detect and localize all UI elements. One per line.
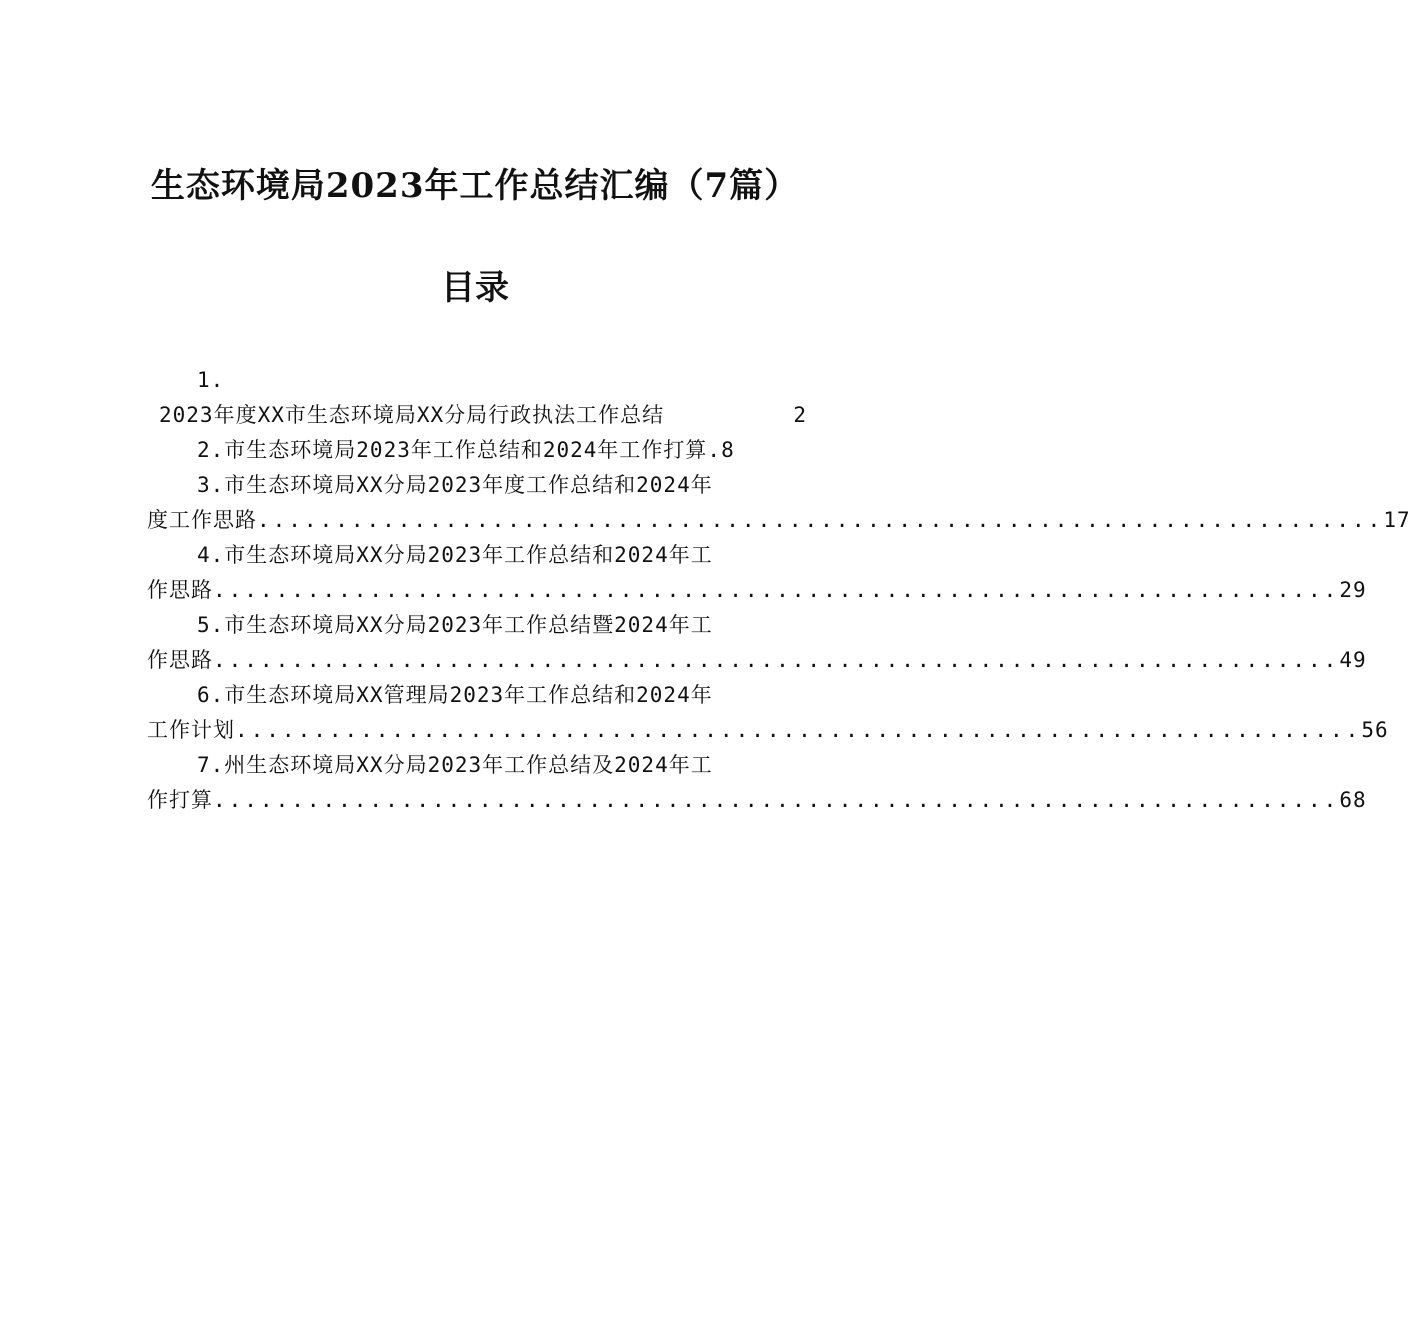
toc-entry-5-line1[interactable] xyxy=(147,608,807,643)
toc-entry-4-line1[interactable] xyxy=(147,538,807,573)
toc-entry-page: 2 xyxy=(793,403,807,427)
toc-entry-4-line2[interactable] xyxy=(147,573,1367,608)
toc-entry-text: 2.市生态环境局2023年工作总结和2024年工作打算. xyxy=(197,438,722,462)
toc-entry-page: 17 xyxy=(1383,508,1411,532)
toc-entry-text: 2023年度XX市生态环境局XX分局行政执法工作总结 xyxy=(159,403,665,427)
toc-entry-number: 1. xyxy=(197,368,225,392)
toc-heading: 目录 xyxy=(441,268,509,308)
toc-entry-text-continued: 工作计划 xyxy=(147,718,235,742)
toc-leader-dots: ........................................................................ xyxy=(213,788,1340,812)
toc-entry-text: 3.市生态环境局XX分局2023年度工作总结和2024年 xyxy=(197,473,713,497)
toc-entry-text: 5.市生态环境局XX分局2023年工作总结暨2024年工 xyxy=(197,613,713,637)
toc-entry-page: 8 xyxy=(721,438,735,462)
toc-leader-dots: ........................................................................ xyxy=(257,508,1384,532)
toc-entry-text-continued: 作思路 xyxy=(147,648,213,672)
toc-entry-3-line1[interactable] xyxy=(147,468,807,503)
toc-entry-page: 29 xyxy=(1339,578,1367,602)
toc-entry-1-number[interactable] xyxy=(147,363,807,398)
toc-leader-dots: ........................................................................ xyxy=(213,578,1340,602)
toc-entry-6-line2[interactable] xyxy=(147,713,1389,748)
toc-entry-text: 7.州生态环境局XX分局2023年工作总结及2024年工 xyxy=(197,753,713,777)
table-of-contents xyxy=(147,363,1411,818)
toc-entry-page: 49 xyxy=(1339,648,1367,672)
toc-entry-text-continued: 作打算 xyxy=(147,788,213,812)
toc-entry-text: 4.市生态环境局XX分局2023年工作总结和2024年工 xyxy=(197,543,713,567)
toc-entry-2[interactable] xyxy=(147,433,807,468)
toc-entry-6-line1[interactable] xyxy=(147,678,807,713)
toc-entry-text-continued: 作思路 xyxy=(147,578,213,602)
toc-entry-1[interactable] xyxy=(147,398,807,433)
toc-entry-7-line1[interactable] xyxy=(147,748,807,783)
document-title: 生态环境局2023年工作总结汇编（7篇） xyxy=(150,166,800,206)
toc-entry-page: 68 xyxy=(1339,788,1367,812)
toc-entry-text: 6.市生态环境局XX管理局2023年工作总结和2024年 xyxy=(197,683,713,707)
toc-entry-5-line2[interactable] xyxy=(147,643,1367,678)
toc-leader-dots: ........................................................................ xyxy=(213,648,1340,672)
toc-leader-dots: ........................................................................ xyxy=(235,718,1362,742)
toc-entry-3-line2[interactable] xyxy=(147,503,1411,538)
toc-entry-text-continued: 度工作思路 xyxy=(147,508,257,532)
toc-entry-page: 56 xyxy=(1361,718,1389,742)
toc-entry-7-line2[interactable] xyxy=(147,783,1367,818)
